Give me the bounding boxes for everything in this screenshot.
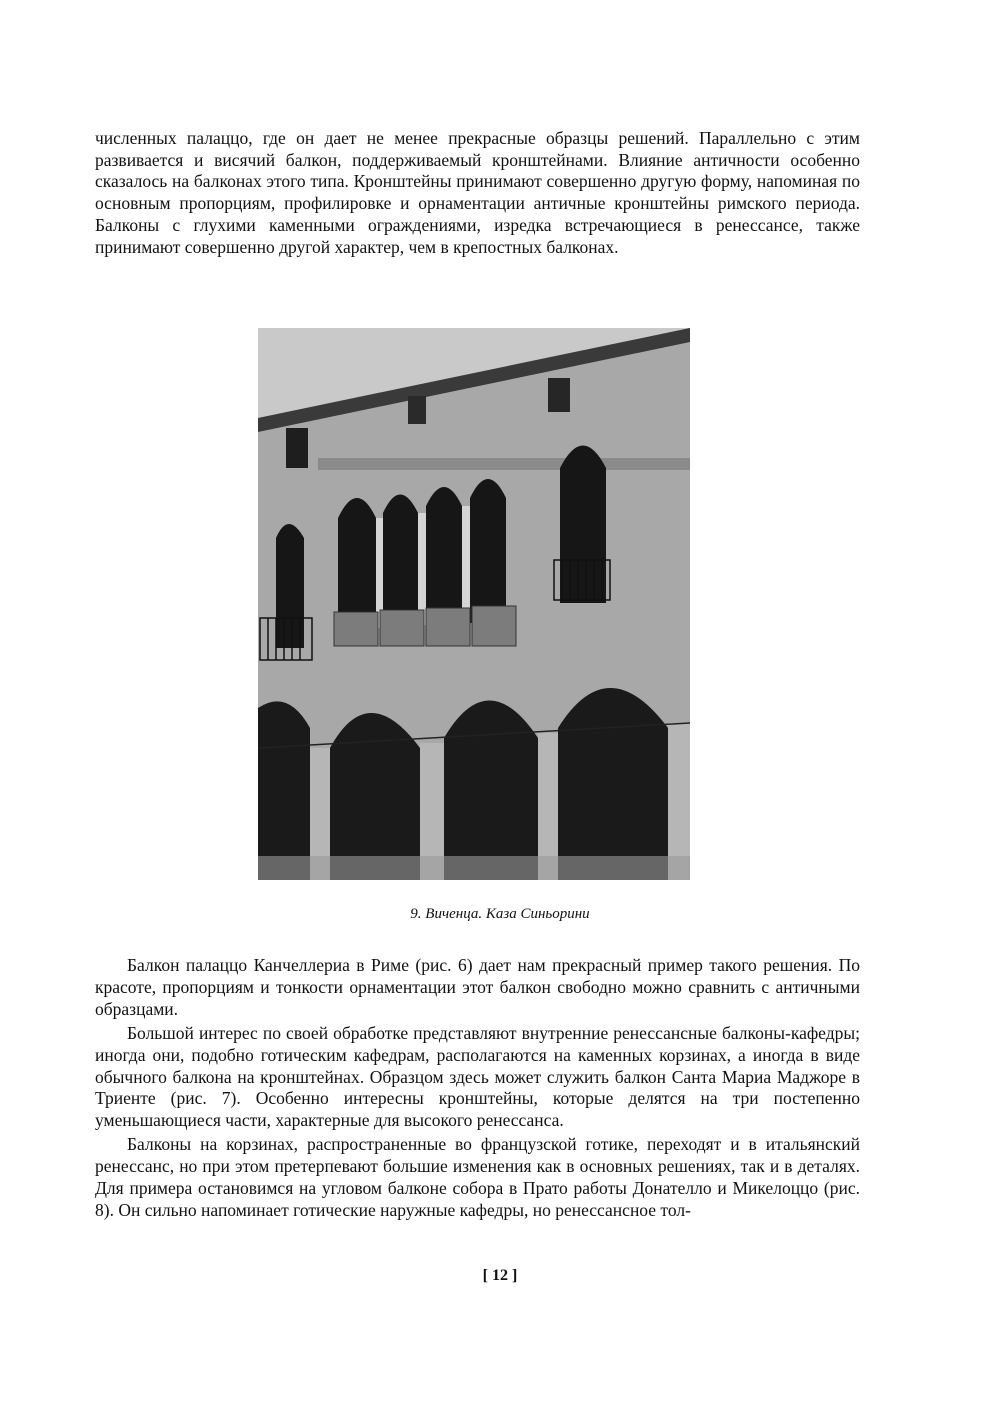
page-number: [ 12 ]: [482, 1267, 518, 1284]
body-text: [95, 955, 860, 1224]
top-paragraph: численных палаццо, где он дает не менее прекрасные образцы решений. Параллельно с этим развивается и висячий балкон, поддерживаемый кронштейнами. Влияние античности особенно сказалось на балконах этого типа. Кронштейны принимают совершенно другую форму, напоминая по основным пропорциям, профилировке и орнаментации античные кронштейны римского периода. Балконы с глухими каменными ограждениями, изредка встречающиеся в ренессансе, также принимают совершенно другой характер, чем в крепостных балконах.: [95, 128, 860, 257]
figure-caption: 9. Виченца. Каза Синьорини: [410, 906, 590, 922]
paragraph-1: Балкон палаццо Канчеллериа в Риме (рис. 6) дает нам прекрасный пример такого решения. По красоте, пропорциям и тонкости орнаментации этот балкон свободно можно сравнить с античными образцами.: [95, 955, 860, 1019]
figure-photo-casa-signorini: [258, 328, 690, 880]
paragraph-3: Балконы на корзинах, распространенные во французской готике, переходят и в итальянский ренессанс, но при этом претерпевают большие изменения как в основных решениях, так и в деталях. Для примера остановимся на угловом балконе собора в Прато работы Донателло и Микелоццо (рис. 8). Он сильно напоминает готические наружные кафедры, но ренессансное тол-: [95, 1134, 860, 1220]
paragraph-2: Большой интерес по своей обработке представляют внутренние ренессансные балконы-кафедры; иногда они, подобно готическим кафедрам, располагаются на каменных корзинах, а иногда в виде обычного балкона на кронштейнах. Образцом здесь может служить балкон Санта Мариа Маджоре в Триенте (рис. 7). Особенно интересны кронштейны, которые делятся на три постепенно уменьшающиеся части, характерные для высокого ренессанса.: [95, 1022, 860, 1131]
